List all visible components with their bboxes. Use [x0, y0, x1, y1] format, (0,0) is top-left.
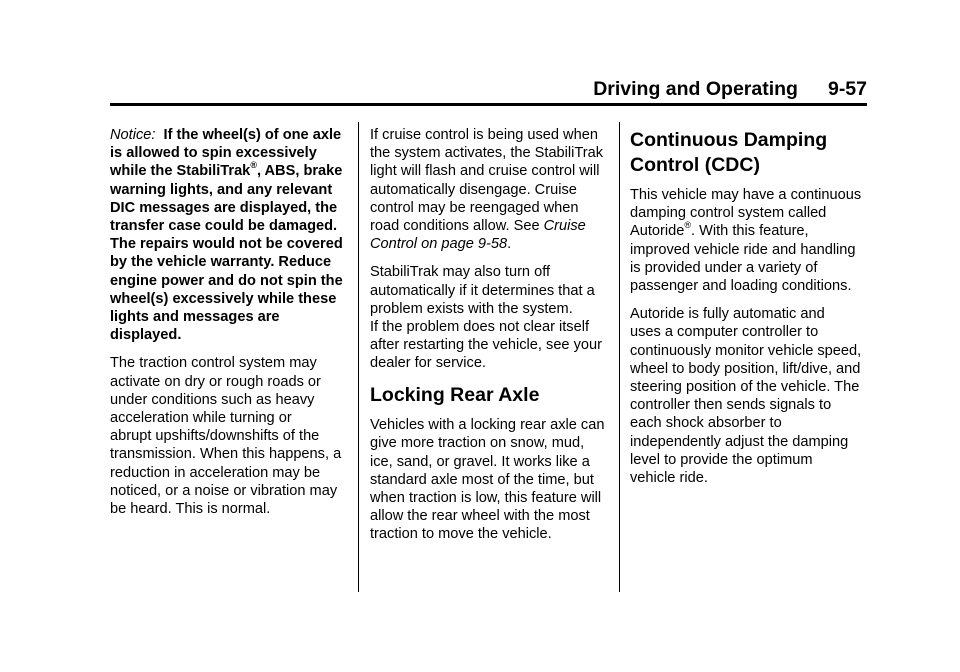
- text-line: activate on dry or rough roads or: [110, 373, 321, 390]
- text-line: automatically disengage. Cruise: [370, 181, 577, 198]
- period: .: [507, 236, 512, 253]
- text-line: Vehicles with a locking rear axle can: [370, 417, 605, 434]
- section-heading: [370, 383, 610, 408]
- text-line: damping control system called: [630, 205, 827, 222]
- text-line: passenger and loading conditions.: [630, 278, 852, 295]
- autoride-paragraph: [630, 305, 872, 487]
- text-line: transmission. When this happens, a: [110, 446, 342, 463]
- registered-mark: ®: [250, 159, 257, 170]
- page-header: [593, 78, 867, 101]
- text-line: be heard. This is normal.: [110, 501, 271, 518]
- text-line: control may be reengaged when: [370, 199, 579, 216]
- text-line: abrupt upshifts/downshifts of the: [110, 428, 320, 445]
- text-line: improved vehicle ride and handling: [630, 241, 856, 258]
- cross-reference-link[interactable]: Cruise: [543, 218, 586, 235]
- text-line: level to provide the optimum: [630, 451, 813, 468]
- text-line: engine power and do not spin the: [110, 272, 343, 289]
- text-line: [110, 159, 350, 180]
- text-line: [630, 219, 872, 240]
- notice-text: while the StabiliTrak: [110, 163, 251, 180]
- text-line: reduction in acceleration may be: [110, 464, 321, 481]
- text-line-start: road conditions allow. See: [370, 218, 544, 235]
- text-line: [110, 126, 350, 144]
- text-line: uses a computer controller to: [630, 324, 819, 341]
- text-line: ice, sand, or gravel. It works like a: [370, 453, 590, 470]
- text-line: give more traction on snow, mud,: [370, 435, 585, 452]
- traction-paragraph: [110, 354, 350, 518]
- text-line: dealer for service.: [370, 355, 486, 372]
- text-line: displayed.: [110, 327, 182, 344]
- heading-text: Continuous Damping: [630, 129, 828, 151]
- notice-text: If the wheel(s) of one axle: [163, 127, 342, 143]
- text-line: continuously monitor vehicle speed,: [630, 342, 862, 359]
- cruise-paragraph: [370, 126, 610, 253]
- column-divider-left: [358, 122, 359, 592]
- text-line: StabiliTrak may also turn off: [370, 264, 551, 281]
- text-line: [370, 217, 610, 235]
- page-number: 9-57: [827, 78, 867, 100]
- text-line-end: . With this feature,: [691, 223, 809, 240]
- text-line: after restarting the vehicle, see your: [370, 337, 602, 354]
- text-line: is provided under a variety of: [630, 259, 818, 276]
- heading-text: Control (CDC): [630, 153, 760, 176]
- text-line: vehicle ride.: [630, 470, 708, 487]
- cdc-intro-paragraph: [630, 186, 872, 295]
- section-heading: [630, 128, 872, 177]
- cross-reference-link[interactable]: Control on page 9-58: [370, 236, 508, 253]
- text-line: each shock absorber to: [630, 415, 782, 432]
- text-line: noticed, or a noise or vibration may: [110, 482, 338, 499]
- column-divider-right: [619, 122, 620, 592]
- text-line: [370, 235, 610, 253]
- text-line: problem exists with the system.: [370, 300, 573, 317]
- text-line: automatically if it determines that a: [370, 282, 595, 299]
- notice-text: , ABS, brake: [256, 163, 343, 180]
- text-line: wheel(s) excessively while these: [110, 290, 337, 307]
- column-2: [370, 126, 610, 554]
- text-line: The repairs would not be covered: [110, 236, 343, 253]
- rear-axle-paragraph: [370, 416, 610, 543]
- text-line: under conditions such as heavy: [110, 391, 315, 408]
- text-line: light will flash and cruise control will: [370, 163, 600, 180]
- text-line-start: Autoride: [630, 223, 685, 240]
- heading-text: Locking Rear Axle: [370, 383, 540, 406]
- header-rule: [110, 103, 867, 106]
- text-line: transfer case could be damaged.: [110, 218, 338, 235]
- text-line: The traction control system may: [110, 355, 317, 372]
- text-line: the system activates, the StabiliTrak: [370, 145, 604, 162]
- text-line: wheel to body position, lift/dive, and: [630, 360, 861, 377]
- text-line: Autoride is fully automatic and: [630, 306, 825, 323]
- notice-label: Notice:: [110, 127, 156, 143]
- column-1: [110, 126, 350, 528]
- column-3: [630, 126, 872, 497]
- text-line: traction to move the vehicle.: [370, 526, 552, 543]
- text-line: steering position of the vehicle. The: [630, 379, 860, 396]
- text-line: This vehicle may have a continuous: [630, 187, 862, 203]
- text-line: If the problem does not clear itself: [370, 319, 590, 336]
- section-title: Driving and Operating: [593, 78, 798, 100]
- text-line: DIC messages are displayed, the: [110, 199, 338, 216]
- text-line: If cruise control is being used when: [370, 127, 598, 143]
- text-line: acceleration while turning or: [110, 410, 292, 427]
- text-line: controller then sends signals to: [630, 397, 832, 414]
- text-line: lights and messages are: [110, 309, 280, 326]
- text-line: is allowed to spin excessively: [110, 145, 317, 162]
- registered-mark: ®: [684, 219, 691, 230]
- stabilitrak-paragraph: [370, 263, 610, 372]
- text-line: independently adjust the damping: [630, 433, 849, 450]
- text-line: warning lights, and any relevant: [110, 181, 333, 198]
- text-line: standard axle most of the time, but: [370, 471, 594, 488]
- notice-paragraph: [110, 126, 350, 344]
- text-line: allow the rear wheel with the most: [370, 508, 590, 525]
- text-line: when traction is low, this feature will: [370, 489, 602, 506]
- text-line: by the vehicle warranty. Reduce: [110, 254, 332, 271]
